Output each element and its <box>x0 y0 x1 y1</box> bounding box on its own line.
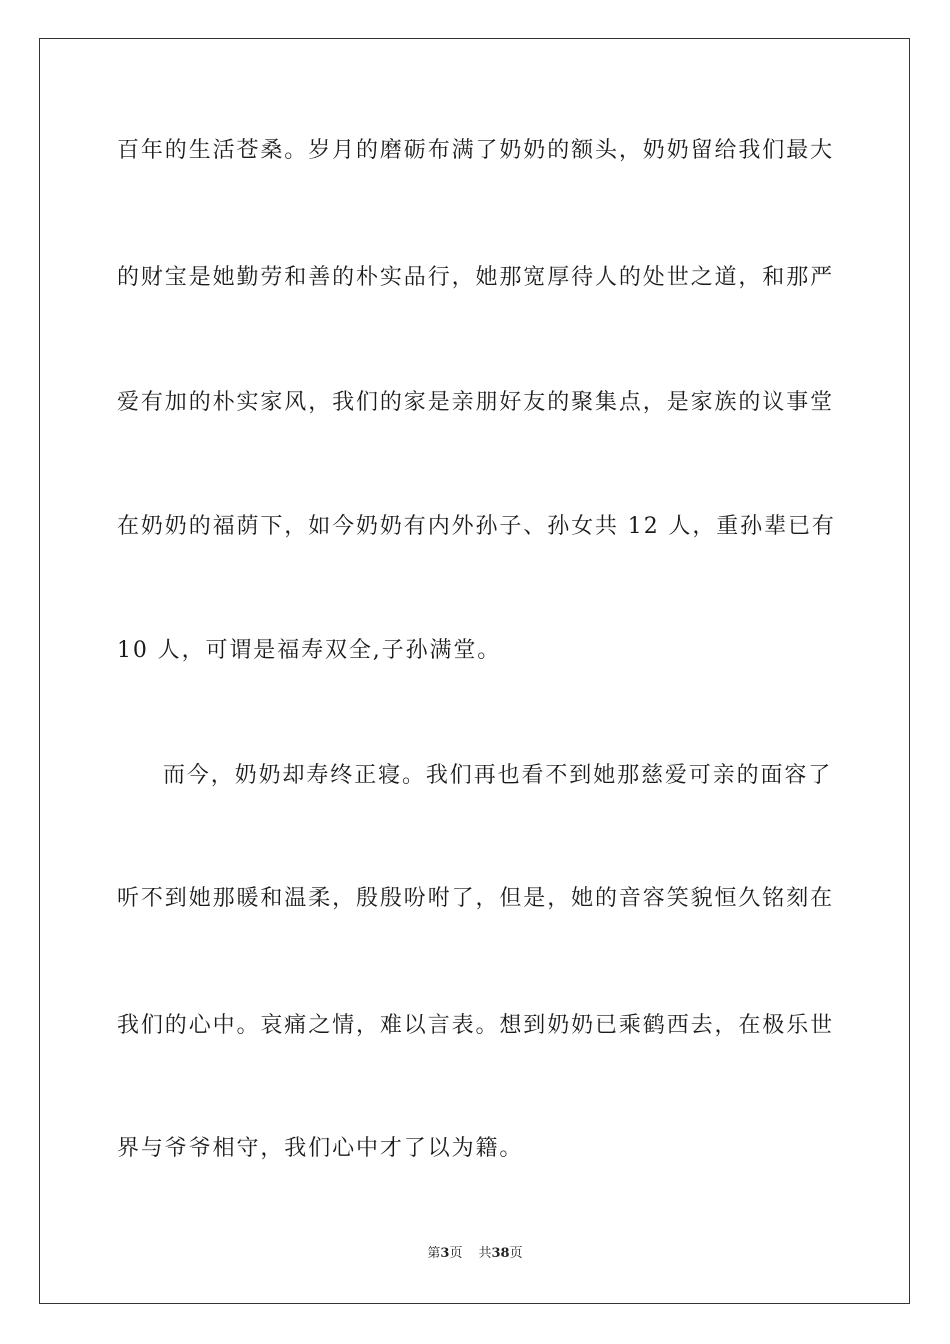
page-prefix: 第 <box>427 1246 441 1261</box>
total-suffix: 页 <box>509 1246 523 1261</box>
text-line: 10 人，可谓是福寿双全,子孙满堂。 <box>117 638 502 663</box>
text-line: 我们的心中。哀痛之情，难以言表。想到奶奶已乘鹤西去，在极乐世 <box>117 1013 835 1038</box>
text-line: 在奶奶的福荫下，如今奶奶有内外孙子、孙女共 12 人，重孙辈已有 <box>117 514 836 539</box>
text-line: 百年的生活苍桑。岁月的磨砺布满了奶奶的额头，奶奶留给我们最大 <box>117 138 835 163</box>
text-line: 爱有加的朴实家风，我们的家是亲朋好友的聚集点，是家族的议事堂 <box>117 390 835 415</box>
text-line: 听不到她那暖和温柔，殷殷吩咐了，但是，她的音容笑貌恒久铭刻在 <box>117 886 835 911</box>
page-number: 3 <box>440 1246 450 1261</box>
total-pages: 38 <box>491 1246 510 1261</box>
text-line: 界与爷爷相守，我们心中才了以为籍。 <box>117 1136 524 1161</box>
text-line: 的财宝是她勤劳和善的朴实品行，她那宽厚待人的处世之道，和那严 <box>117 265 835 290</box>
text-line: 而今，奶奶却寿终正寝。我们再也看不到她那慈爱可亲的面容了 <box>163 763 833 788</box>
page-border <box>39 38 910 1304</box>
page-suffix: 页 <box>449 1246 463 1261</box>
total-prefix: 共 <box>478 1246 492 1261</box>
page-footer <box>0 1245 950 1263</box>
